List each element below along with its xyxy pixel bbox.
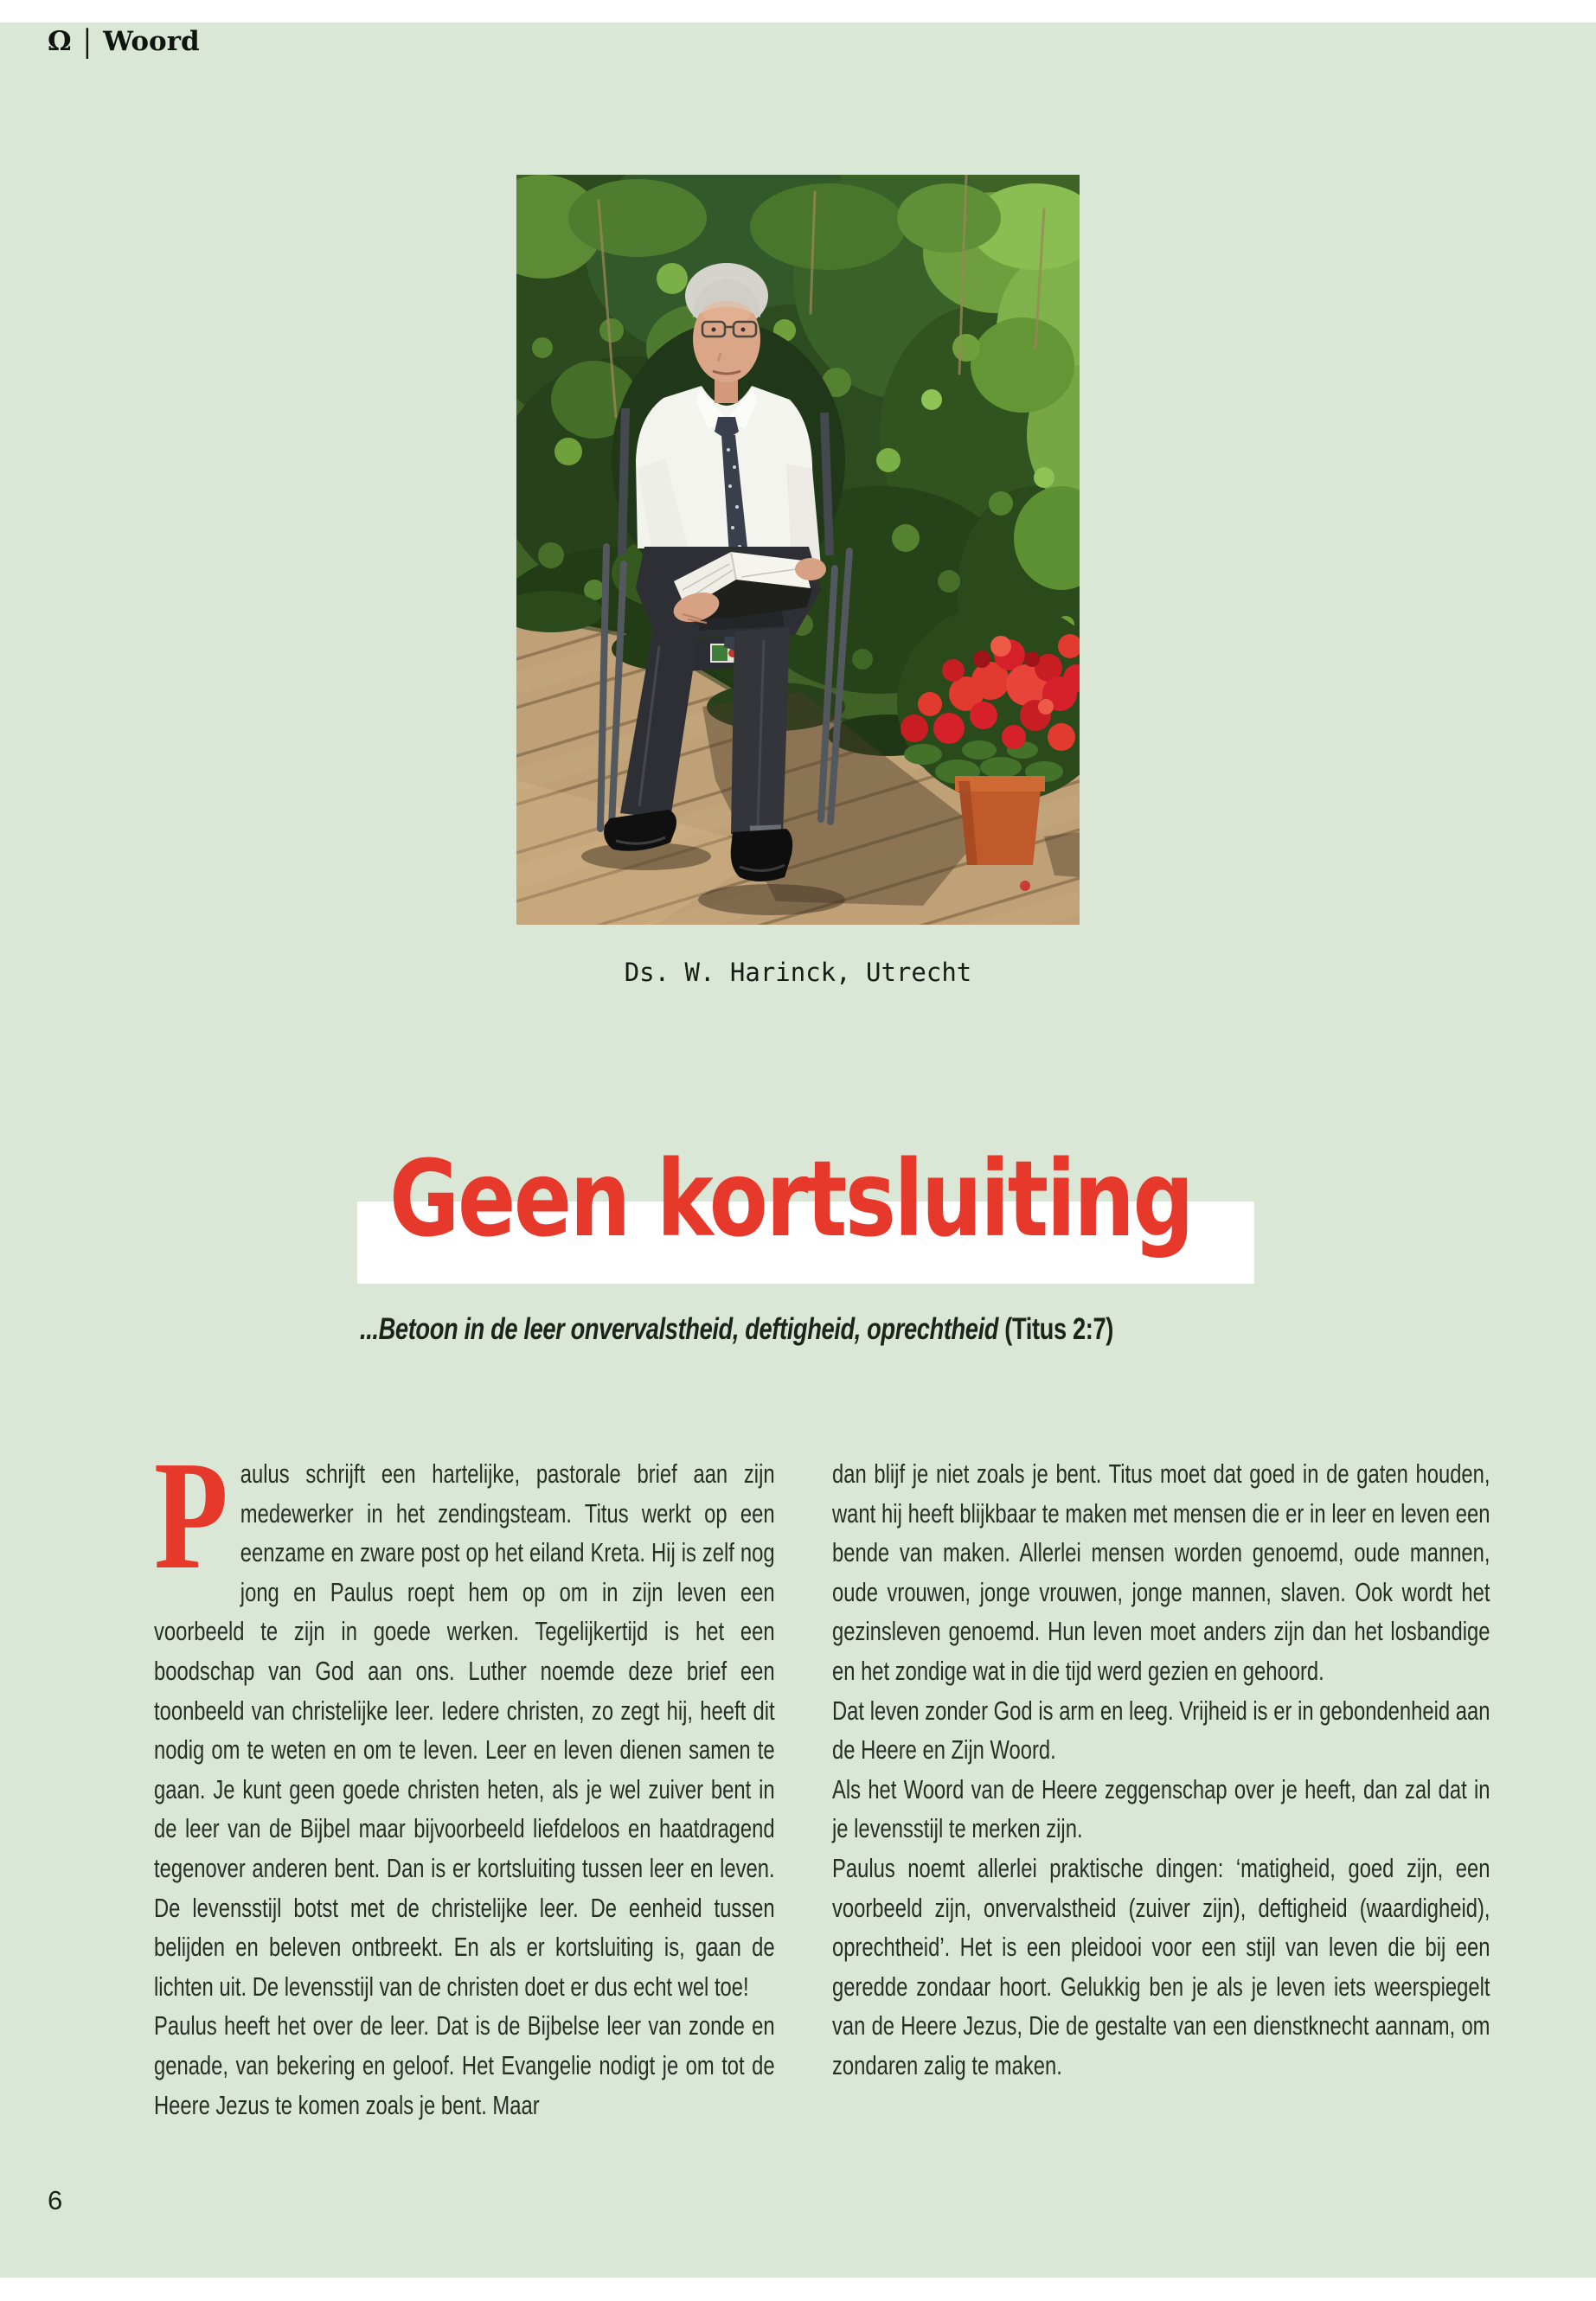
- portrait-photo-art: [516, 175, 1080, 925]
- paragraph: dan blijf je niet zoals je bent. Titus moet dat goed in de gaten houden, want hij heeft blijkbaar te maken met mensen die er in leer en leven een bende van maken. Allerlei mensen worden genoemd, oude mannen, oude vrouwen, jonge vrouwen, jonge mannen, slaven. Ook wordt het gezinsleven genoemd. Hun leven moet anders zijn dan het losbandige en het zondige wat in die tijd werd gezien en gehoord.: [832, 1459, 1490, 1686]
- top-white-strip: [0, 0, 1596, 22]
- dropcap-letter: P: [154, 1429, 228, 1601]
- section-title: Woord: [103, 26, 200, 57]
- body-column-right: [832, 1455, 1490, 2086]
- article-subtitle: [360, 1312, 1113, 1347]
- paragraph: Dat leven zonder God is arm en leeg. Vrijheid is er in gebondenheid aan de Heere en Zijn Woord.: [832, 1695, 1490, 1766]
- paragraph: Als het Woord van de Heere zeggenschap over je heeft, dan zal dat in je levensstijl te merken zijn.: [832, 1774, 1490, 1844]
- fallen-petal: [1020, 881, 1030, 891]
- subtitle-scripture-reference: (Titus 2:7): [998, 1312, 1113, 1346]
- header-divider: |: [82, 23, 93, 60]
- paragraph: [154, 1429, 775, 2007]
- body-column-left: [154, 1429, 775, 2125]
- bottom-white-strip: [0, 2278, 1596, 2301]
- omega-logo-icon: Ω: [48, 26, 72, 57]
- section-header: [48, 23, 200, 60]
- photo-caption: Ds. W. Harinck, Utrecht: [624, 958, 972, 987]
- paragraph: Paulus heeft het over de leer. Dat is de Bijbelse leer van zonde en genade, van bekering en geloof. Het Evangelie nodigt je om tot de Heere Jezus te komen zoals je bent. Maar: [154, 2011, 775, 2120]
- paragraph: Paulus noemt allerlei praktische dingen: ‘matigheid, goed zijn, een voorbeeld zijn, onvervalstheid (zuiver zijn), deftigheid (waardigheid), oprechtheid’. Het is een pleidooi voor een stijl van leven die bij een geredde zondaar hoort. Gelukkig ben je als je leven iets weerspiegelt van de Heere Jezus, Die de gestalte van een dienstknecht aannam, om zondaren zalig te maken.: [832, 1853, 1490, 2080]
- article-title: Geen kortsluiting: [389, 1138, 1193, 1260]
- subtitle-scripture-text: ...Betoon in de leer onvervalstheid, deftigheid, oprechtheid: [360, 1312, 999, 1346]
- paragraph-text: aulus schrijft een hartelijke, pastorale brief aan zijn medewerker in het zendingsteam. Titus werkt op een eenzame en zware post op het eiland Kreta. Hij is zelf nog jong en Paulus roept hem op om in zijn leven een voorbeeld te zijn in goede werken. Tegelijkertijd is het een boodschap van God aan ons. Luther noemde deze brief een toonbeeld van christelijke leer. Iedere christen, zo zegt hij, heeft dit nodig om te weten en om te leven. Leer en leven dienen samen te gaan. Je kunt geen goede christen heten, als je wel zuiver bent in de leer van de Bijbel maar bijvoorbeeld liefdeloos en haatdragend tegenover anderen bent. Dan is er kortsluiting tussen leer en leven. De levensstijl botst met de christelijke leer. De eenheid tussen belijden en beleven ontbreekt. En als er kortsluiting is, gaan de lichten uit. De levensstijl van de christen doet er dus echt wel toe!: [154, 1459, 775, 2002]
- page-number: 6: [48, 2185, 63, 2215]
- portrait-photo: [516, 175, 1080, 925]
